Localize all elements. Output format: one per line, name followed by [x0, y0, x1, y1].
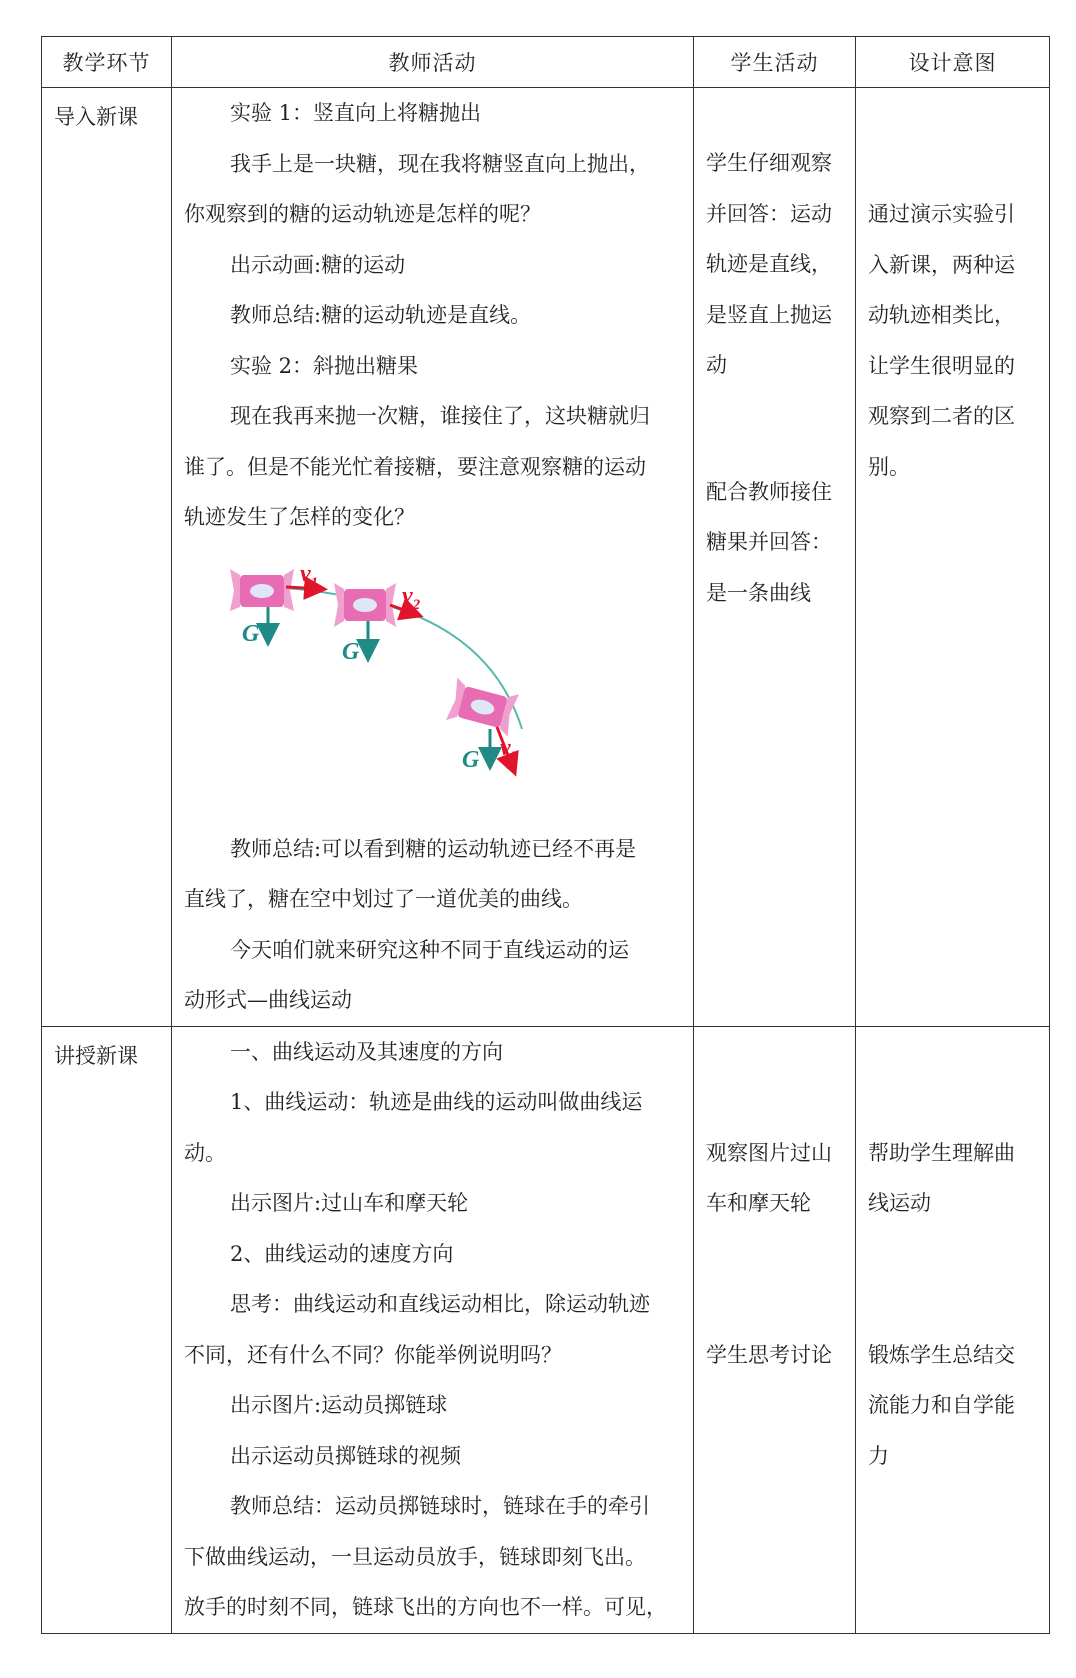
text-line: 让学生很明显的	[868, 353, 1015, 378]
velocity-label-1: $v_1$	[300, 560, 319, 591]
stage-cell: 导入新课	[42, 88, 172, 1027]
teacher-paragraph-line: 今天咱们就来研究这种不同于直线运动的运	[230, 937, 629, 962]
gravity-label-1: G	[242, 620, 260, 647]
gravity-label-2: G	[342, 638, 360, 665]
teacher-paragraph-line: 出示图片:过山车和摩天轮	[230, 1191, 469, 1215]
student-activity-cell	[694, 1026, 856, 1633]
text-line: 通过演示实验引	[868, 202, 1015, 226]
text-line: 流能力和自学能	[868, 1393, 1015, 1417]
student-activity-block	[694, 138, 855, 391]
design-intent-cell	[856, 1026, 1050, 1633]
teacher-paragraph-line: 不同，还有什么不同？你能举例说明吗？	[184, 1342, 562, 1367]
header-design-intent: 设计意图	[856, 37, 1050, 88]
teacher-paragraph-line: 2、曲线运动的速度方向	[230, 1241, 454, 1266]
text-line: 力	[868, 1443, 889, 1468]
teacher-activity-cell	[172, 88, 694, 1027]
student-activity-block	[694, 467, 855, 619]
teacher-paragraph-line: 教师总结:可以看到糖的运动轨迹已经不再是	[230, 836, 637, 861]
table-header-row	[42, 37, 1050, 88]
teacher-paragraph-line: 出示运动员掷链球的视频	[230, 1443, 461, 1468]
teacher-paragraph-line: 我手上是一块糖，现在我将糖竖直向上抛出，	[230, 151, 650, 176]
header-stage: 教学环节	[42, 37, 172, 88]
candy-trajectory-svg	[172, 549, 693, 814]
teacher-text-block	[172, 1027, 693, 1633]
velocity-label-3: $v_3$	[500, 734, 519, 765]
text-line: 轨迹是直线，	[706, 252, 832, 276]
text-line: 帮助学生理解曲	[868, 1140, 1015, 1165]
teacher-paragraph-line: 现在我再来抛一次糖，谁接住了，这块糖就归	[230, 404, 650, 428]
text-line: 锻炼学生总结交	[868, 1342, 1015, 1367]
table-row	[42, 88, 1050, 1027]
teacher-paragraph-line: 直线了，糖在空中划过了一道优美的曲线。	[184, 887, 583, 911]
text-line: 观察到二者的区	[868, 404, 1015, 428]
text-line: 动	[706, 353, 727, 377]
text-line: 动轨迹相类比，	[868, 303, 1015, 327]
header-teacher-activity: 教师活动	[172, 37, 694, 88]
teacher-paragraph-line: 出示动画:糖的运动	[230, 252, 406, 277]
text-line: 是一条曲线	[706, 580, 811, 605]
design-intent-block	[856, 189, 1049, 492]
teacher-text-block	[172, 88, 693, 543]
text-line: 是竖直上抛运	[706, 302, 832, 327]
teacher-paragraph-line: 思考：曲线运动和直线运动相比，除运动轨迹	[230, 1292, 650, 1316]
gravity-label-3: G	[462, 746, 480, 773]
teacher-paragraph-line: 动。	[184, 1140, 226, 1165]
design-intent-block	[856, 1128, 1049, 1229]
teacher-paragraph-line: 动形式—曲线运动	[184, 988, 352, 1012]
teacher-paragraph-line: 你观察到的糖的运动轨迹是怎样的呢？	[184, 202, 541, 226]
text-line: 学生仔细观察	[706, 151, 832, 175]
text-line: 配合教师接住	[706, 479, 832, 504]
table-row	[42, 1026, 1050, 1633]
candy-3	[446, 677, 519, 736]
text-line: 入新课，两种运	[868, 252, 1015, 277]
teacher-paragraph-line: 一、曲线运动及其速度的方向	[230, 1039, 503, 1064]
candy-1	[230, 569, 294, 611]
design-intent-cell	[856, 88, 1050, 1027]
design-intent-block	[856, 1330, 1049, 1482]
text-line: 观察图片过山	[706, 1140, 832, 1165]
teacher-paragraph-line: 实验 2：斜抛出糖果	[230, 353, 419, 378]
velocity-label-2: $v_2$	[402, 582, 421, 613]
teacher-paragraph-line: 轨迹发生了怎样的变化？	[184, 505, 415, 529]
stage-cell: 讲授新课	[42, 1026, 172, 1633]
teacher-text-block	[172, 824, 693, 1026]
teacher-paragraph-line: 出示图片:运动员掷链球	[230, 1393, 448, 1417]
text-line: 糖果并回答：	[706, 530, 832, 554]
candy-2	[334, 583, 396, 627]
text-line: 学生思考讨论	[706, 1342, 832, 1367]
student-activity-block	[694, 1128, 855, 1229]
lesson-plan-table	[41, 36, 1050, 1634]
teacher-paragraph-line: 实验 1：竖直向上将糖抛出	[230, 101, 482, 125]
text-line: 线运动	[868, 1191, 931, 1215]
teacher-paragraph-line: 谁了。但是不能光忙着接糖，要注意观察糖的运动	[184, 454, 646, 479]
teacher-activity-cell	[172, 1026, 694, 1633]
teacher-paragraph-line: 放手的时刻不同，链球飞出的方向也不一样。可见，	[184, 1595, 667, 1619]
text-line: 并回答：运动	[706, 201, 832, 226]
header-student-activity: 学生活动	[694, 37, 856, 88]
teacher-paragraph-line: 教师总结：运动员掷链球时，链球在手的牵引	[230, 1494, 650, 1518]
candy-trajectory-figure	[172, 549, 693, 814]
teacher-paragraph-line: 1、曲线运动：轨迹是曲线的运动叫做曲线运	[230, 1090, 643, 1114]
student-activity-cell	[694, 88, 856, 1027]
teacher-paragraph-line: 教师总结:糖的运动轨迹是直线。	[230, 303, 532, 327]
text-line: 别。	[868, 454, 910, 479]
teacher-paragraph-line: 下做曲线运动，一旦运动员放手，链球即刻飞出。	[184, 1544, 646, 1569]
text-line: 车和摩天轮	[706, 1191, 811, 1215]
student-activity-block	[694, 1330, 855, 1381]
